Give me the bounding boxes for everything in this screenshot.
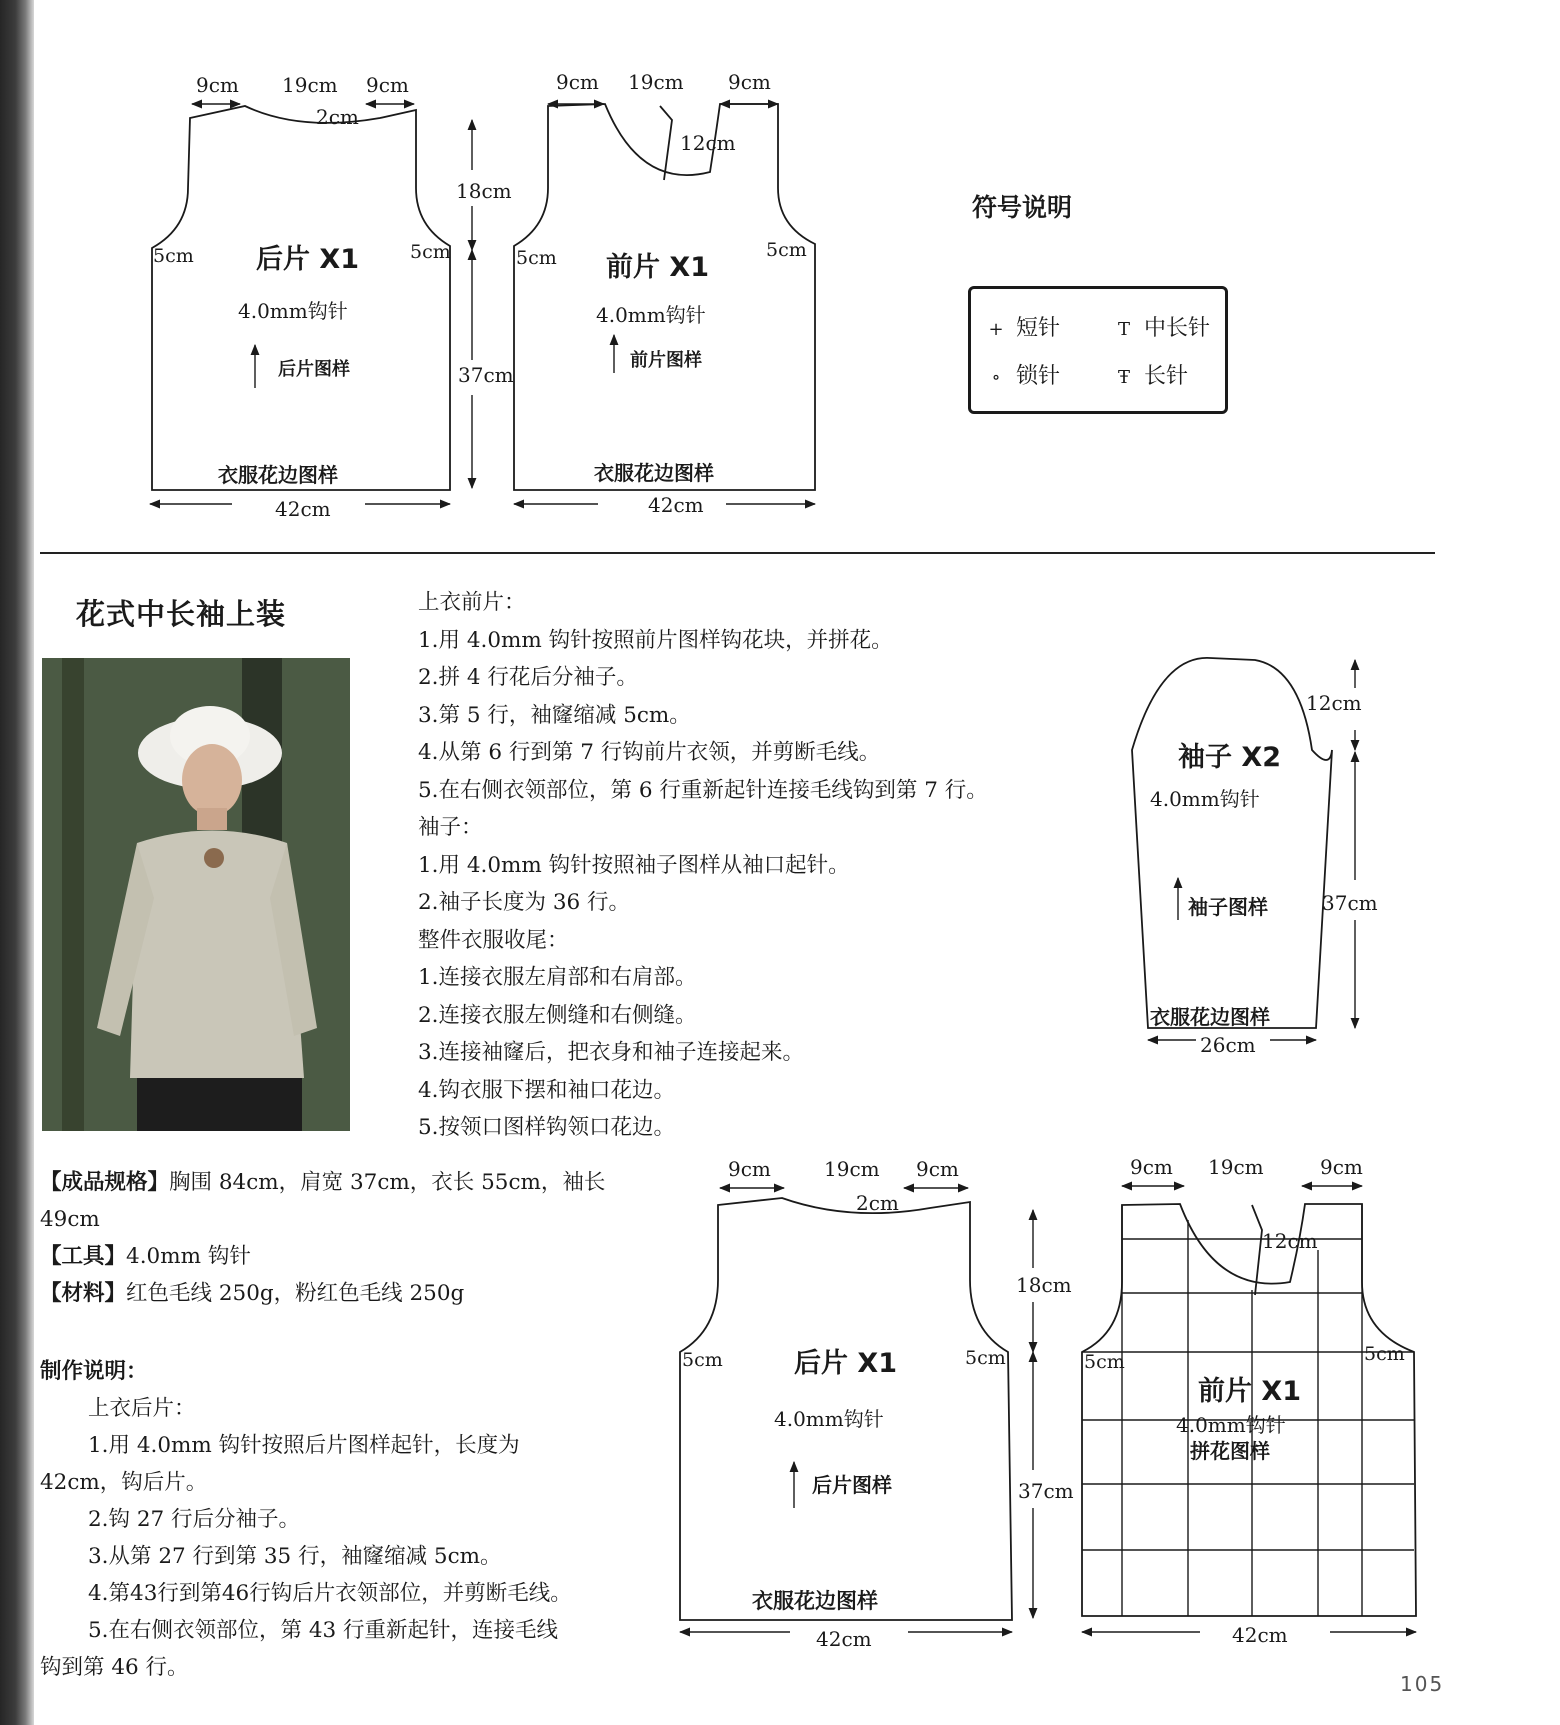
sc-symbol: + (988, 319, 1004, 340)
making-steps (40, 1353, 640, 1686)
dim-12cm: 12cm (1306, 691, 1362, 715)
dim-9cm: 9cm (1130, 1155, 1173, 1179)
dim-19cm: 19cm (282, 73, 338, 97)
instruction-line: 2.拼 4 行花后分袖子。 (418, 665, 638, 690)
instruction-line: 上衣前片： (418, 590, 526, 615)
front-pattern-label: 前片图样 (630, 350, 702, 371)
joined-pattern-label: 拼花图样 (1190, 1439, 1270, 1463)
dim-42cm: 42cm (275, 497, 331, 521)
spec-tool (40, 1238, 640, 1275)
dim-37cm: 37cm (458, 363, 514, 387)
dim-5cm: 5cm (766, 239, 807, 261)
dc-symbol: Ŧ (1117, 367, 1130, 388)
dim-5cm: 5cm (1084, 1351, 1125, 1373)
dim-5cm: 5cm (516, 247, 557, 269)
front-grid-lines (1082, 1204, 1414, 1616)
back-piece-top-outline (152, 106, 450, 490)
instruction-line: 3.连接袖窿后，把衣身和袖子连接起来。 (418, 1040, 805, 1065)
legend-item (1111, 359, 1188, 390)
steps-subheading: 上衣后片： (88, 1396, 196, 1421)
dim-5cm: 5cm (410, 241, 451, 263)
dim-9cm: 9cm (196, 73, 239, 97)
back-pattern-label: 后片图样 (278, 359, 350, 380)
dim-37cm: 37cm (1322, 891, 1378, 915)
spec-key: 【成品规格】 (40, 1170, 170, 1195)
step-line: 1.用 4.0mm 钩针按照后片图样起针，长度为 (88, 1433, 520, 1458)
instruction-line: 2.袖子长度为 36 行。 (418, 890, 631, 915)
spec-key: 【材料】 (40, 1281, 127, 1306)
construction-instructions (418, 584, 1098, 1147)
dim-9cm: 9cm (916, 1157, 959, 1181)
front-piece-label: 前片 X1 (606, 252, 710, 283)
specifications (40, 1164, 640, 1312)
sleeve-label: 袖子 X2 (1178, 742, 1282, 773)
page-number: 105 (1400, 1672, 1445, 1696)
dim-12cm: 12cm (1262, 1229, 1318, 1253)
step-line: 4.第43行到第46行钩后片衣领部位，并剪断毛线。 (88, 1581, 572, 1606)
back-piece-label: 后片 X1 (794, 1348, 898, 1379)
instruction-line: 4.钩衣服下摆和袖口花边。 (418, 1077, 676, 1103)
front-hook-label: 4.0mm钩针 (596, 303, 706, 327)
legend-label: 锁针 (1016, 364, 1061, 389)
front-piece-label: 前片 X1 (1198, 1376, 1302, 1407)
instruction-line: 1.连接衣服左肩部和右肩部。 (418, 965, 697, 990)
instruction-line: 2.连接衣服左侧缝和右侧缝。 (418, 1002, 697, 1028)
dim-19cm: 19cm (824, 1157, 880, 1181)
front-piece-top-outline (514, 104, 815, 490)
sleeve-hook-label: 4.0mm钩针 (1150, 787, 1260, 811)
spec-value: 红色毛线 250g，粉红色毛线 250g (126, 1281, 465, 1306)
dim-9cm: 9cm (366, 73, 409, 97)
dim-5cm: 5cm (1364, 1343, 1405, 1365)
dim-18cm: 18cm (456, 179, 512, 203)
dim-9cm: 9cm (1320, 1155, 1363, 1179)
dim-42cm: 42cm (648, 493, 704, 517)
dim-42cm: 42cm (816, 1627, 872, 1651)
front-neck-line-top (660, 106, 672, 180)
instruction-line: 5.按领口图样钩领口花边。 (418, 1115, 676, 1140)
instruction-line: 整件衣服收尾： (418, 927, 569, 953)
back-hook-label: 4.0mm钩针 (774, 1407, 884, 1431)
legend-title: 符号说明 (972, 193, 1073, 222)
steps-heading: 制作说明： (40, 1359, 148, 1384)
edge-pattern-label: 衣服花边图样 (594, 461, 714, 485)
step-line: 42cm，钩后片。 (40, 1470, 208, 1495)
dim-5cm: 5cm (153, 245, 194, 267)
page-title: 花式中长袖上装 (76, 597, 287, 631)
dim-26cm: 26cm (1200, 1033, 1256, 1057)
spec-size-cont: 49cm (40, 1207, 100, 1232)
chain-symbol: ∘ (991, 367, 1001, 388)
instruction-line: 袖子： (418, 815, 483, 840)
step-line: 3.从第 27 行到第 35 行，袖窿缩减 5cm。 (88, 1544, 502, 1569)
edge-pattern-label: 衣服花边图样 (752, 1589, 878, 1613)
edge-pattern-label: 衣服花边图样 (1150, 1005, 1270, 1029)
dim-9cm: 9cm (728, 70, 771, 94)
hdc-symbol: T (1117, 319, 1130, 340)
edge-pattern-label: 衣服花边图样 (218, 463, 338, 487)
step-line: 5.在右侧衣领部位，第 43 行重新起针，连接毛线 (88, 1618, 559, 1643)
legend-item (983, 311, 1060, 342)
legend-item (983, 359, 1060, 390)
dim-18cm: 18cm (1016, 1273, 1072, 1297)
back-piece-label: 后片 X1 (256, 244, 360, 275)
legend-label: 中长针 (1144, 316, 1211, 341)
dim-42cm: 42cm (1232, 1623, 1288, 1647)
back-pattern-label: 后片图样 (812, 1473, 892, 1497)
front-piece-bottom-outline (1082, 1204, 1416, 1616)
instruction-line: 3.第 5 行，袖窿缩减 5cm。 (418, 702, 691, 728)
dim-37cm: 37cm (1018, 1479, 1074, 1503)
step-line: 2.钩 27 行后分袖子。 (88, 1507, 301, 1532)
front-hook-label: 4.0mm钩针 (1176, 1413, 1286, 1437)
spec-key: 【工具】 (40, 1244, 127, 1269)
legend-label: 长针 (1144, 364, 1189, 389)
sleeve-outline (1132, 658, 1332, 1028)
spec-value: 胸围 84cm，肩宽 37cm，衣长 55cm，袖长 (169, 1170, 606, 1195)
dim-5cm: 5cm (682, 1349, 723, 1371)
dim-9cm: 9cm (728, 1157, 771, 1181)
back-hook-label: 4.0mm钩针 (238, 299, 348, 323)
spec-value: 4.0mm 钩针 (126, 1244, 251, 1269)
instruction-line: 5.在右侧衣领部位，第 6 行重新起针连接毛线钩到第 7 行。 (418, 777, 988, 803)
dim-12cm: 12cm (680, 131, 736, 155)
spec-material (40, 1275, 640, 1312)
sleeve-pattern-label: 袖子图样 (1188, 895, 1268, 919)
legend-item (1111, 311, 1210, 342)
dim-19cm: 19cm (628, 70, 684, 94)
dim-19cm: 19cm (1208, 1155, 1264, 1179)
step-line: 钩到第 46 行。 (40, 1655, 189, 1680)
dim-2cm: 2cm (316, 105, 359, 129)
section-divider (40, 552, 1435, 554)
dim-5cm: 5cm (965, 1347, 1006, 1369)
model-photo (42, 658, 350, 1131)
legend-label: 短针 (1016, 316, 1061, 341)
dim-9cm: 9cm (556, 70, 599, 94)
spec-size (40, 1164, 640, 1201)
instruction-line: 1.用 4.0mm 钩针按照前片图样钩花块，并拼花。 (418, 627, 893, 653)
symbol-legend (968, 286, 1228, 414)
instruction-line: 1.用 4.0mm 钩针按照袖子图样从袖口起针。 (418, 852, 850, 878)
dim-2cm: 2cm (856, 1191, 899, 1215)
instruction-line: 4.从第 6 行到第 7 行钩前片衣领，并剪断毛线。 (418, 740, 881, 765)
